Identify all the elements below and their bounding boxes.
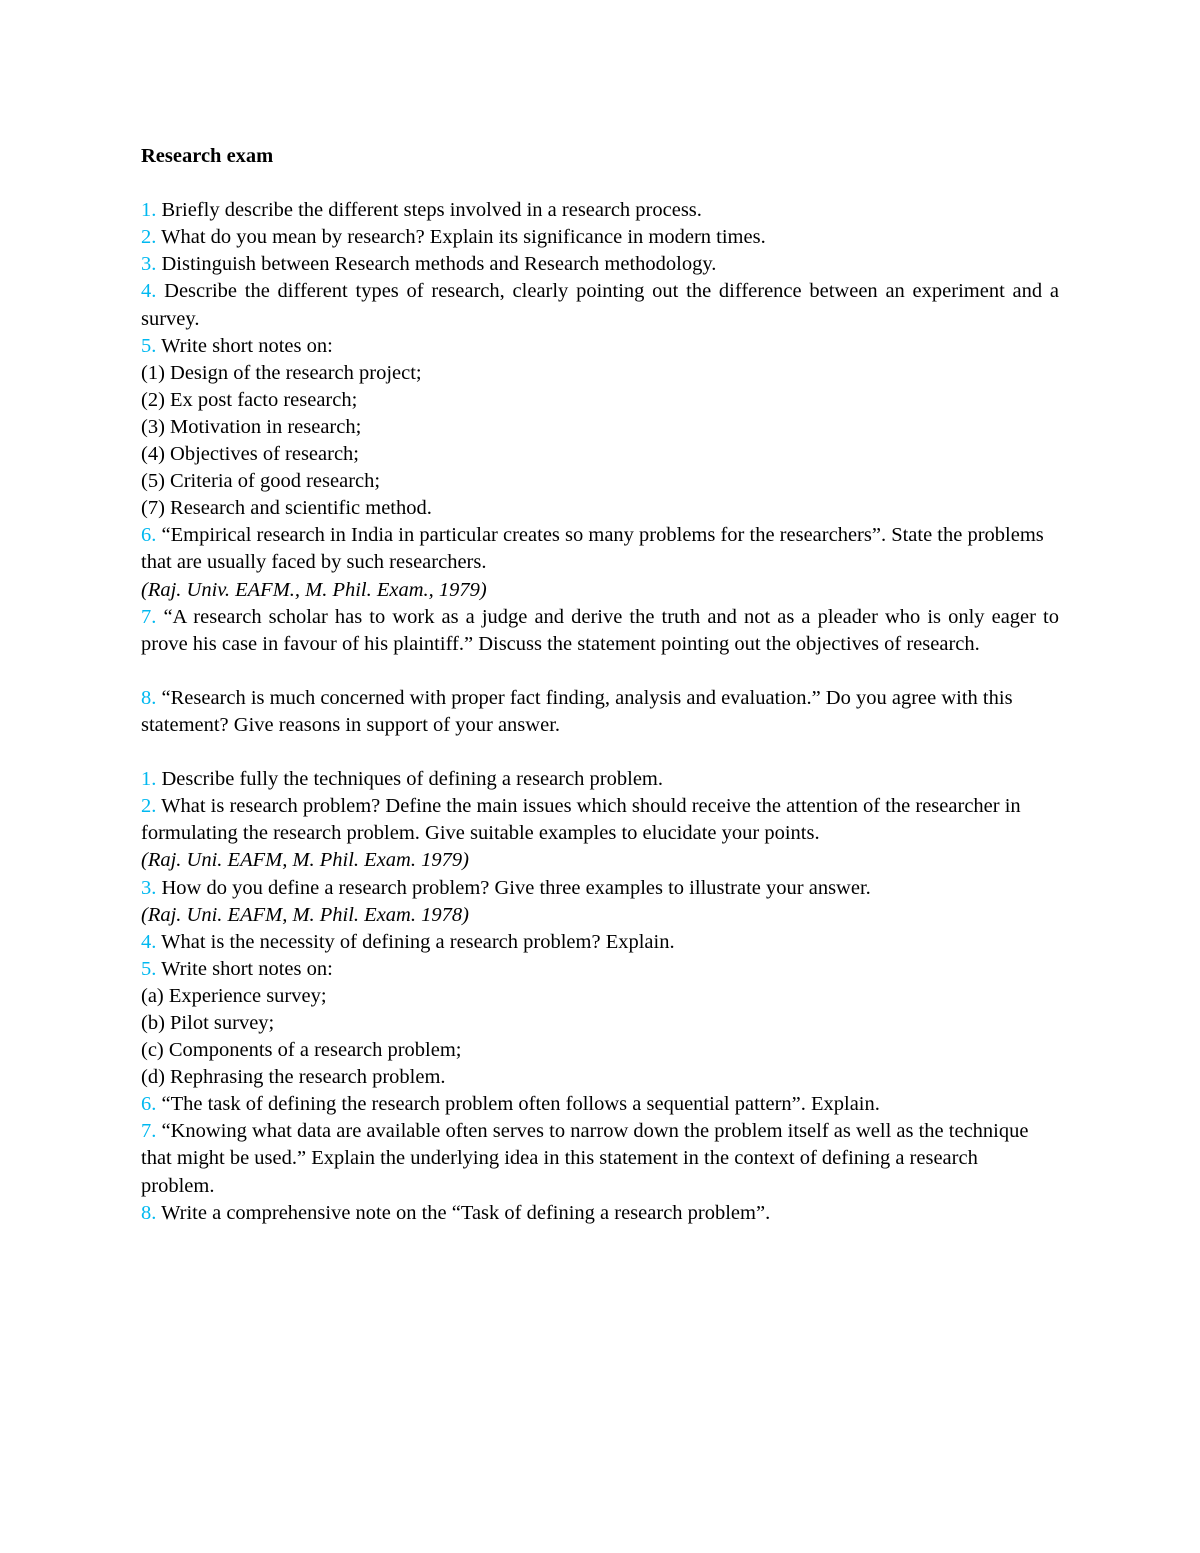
subitem: (3) Motivation in research; xyxy=(141,415,362,438)
question-number: 1. xyxy=(141,199,157,222)
subitem: (4) Objectives of research; xyxy=(141,443,359,466)
subitem: (b) Pilot survey; xyxy=(141,1012,275,1034)
question-number: 6. xyxy=(141,1093,157,1116)
subitem: (c) Components of a research problem; xyxy=(141,1039,462,1062)
question-number: 6. xyxy=(141,524,157,547)
question-text: How do you define a research problem? Give three examples to illustrate your answer. xyxy=(156,876,871,899)
question-text: Briefly describe the different steps involved in a research process. xyxy=(156,199,702,222)
subitem: (7) Research and scientific method. xyxy=(141,497,432,520)
question-7-continued: problem. xyxy=(141,1174,215,1197)
question-text: “Empirical research in India in particular creates so many problems for the researchers”. State the problems xyxy=(156,524,1044,547)
subitem: (2) Ex post facto research; xyxy=(141,388,358,411)
question-number: 2. xyxy=(141,795,157,818)
question-text: “Knowing what data are available often serves to narrow down the problem itself as well as the technique xyxy=(156,1120,1029,1143)
question-5 xyxy=(141,333,1059,360)
question-text: “The task of defining the research problem often follows a sequential pattern”. Explain. xyxy=(156,1093,880,1116)
question-text: What do you mean by research? Explain its significance in modern times. xyxy=(156,226,766,249)
subitem: (1) Design of the research project; xyxy=(141,361,422,384)
question-text: What is the necessity of defining a research problem? Explain. xyxy=(156,930,675,953)
question-number: 8. xyxy=(141,686,157,709)
question-1 xyxy=(141,197,1059,224)
subitem: (a) Experience survey; xyxy=(141,984,327,1007)
question-text: Describe the different types of research, clearly pointing out the difference between an experiment and a survey. xyxy=(141,280,1059,330)
question-2 xyxy=(141,224,1059,251)
question-text: “Research is much concerned with proper fact finding, analysis and evaluation.” Do you agree with this xyxy=(156,686,1013,709)
question-number: 1. xyxy=(141,768,157,791)
question-2 xyxy=(141,793,1059,820)
question-1 xyxy=(141,766,1059,793)
citation: (Raj. Univ. EAFM., M. Phil. Exam., 1979) xyxy=(141,578,487,601)
question-number: 5. xyxy=(141,957,157,980)
question-8 xyxy=(141,1200,1059,1227)
question-3 xyxy=(141,875,1059,902)
question-number: 7. xyxy=(141,605,157,628)
question-4 xyxy=(141,929,1059,956)
question-8-continued: statement? Give reasons in support of your answer. xyxy=(141,713,561,736)
question-number: 4. xyxy=(141,930,157,953)
question-4 xyxy=(141,278,1059,332)
citation: (Raj. Uni. EAFM, M. Phil. Exam. 1979) xyxy=(141,849,469,872)
question-8 xyxy=(141,685,1059,712)
question-7 xyxy=(141,604,1059,658)
question-7 xyxy=(141,1118,1059,1145)
question-text: Write a comprehensive note on the “Task of defining a research problem”. xyxy=(156,1201,771,1224)
question-6-continued: that are usually faced by such researchers. xyxy=(141,551,487,574)
question-text: Write short notes on: xyxy=(156,334,333,357)
question-number: 2. xyxy=(141,226,157,249)
exam-document xyxy=(141,143,1059,1227)
question-3 xyxy=(141,251,1059,278)
citation: (Raj. Uni. EAFM, M. Phil. Exam. 1978) xyxy=(141,903,469,926)
question-number: 7. xyxy=(141,1120,157,1143)
spacer xyxy=(141,170,1059,197)
subitem: (5) Criteria of good research; xyxy=(141,470,381,493)
spacer xyxy=(141,658,1059,685)
question-2-continued: formulating the research problem. Give suitable examples to elucidate your points. xyxy=(141,822,820,845)
question-6 xyxy=(141,1091,1059,1118)
question-text: Distinguish between Research methods and Research methodology. xyxy=(156,253,717,276)
question-number: 8. xyxy=(141,1201,157,1224)
question-number: 3. xyxy=(141,253,157,276)
spacer xyxy=(141,739,1059,766)
question-number: 5. xyxy=(141,334,157,357)
question-number: 3. xyxy=(141,876,157,899)
subitem: (d) Rephrasing the research problem. xyxy=(141,1066,446,1089)
question-6 xyxy=(141,522,1059,549)
question-text: What is research problem? Define the main issues which should receive the attention of the researcher in xyxy=(156,795,1021,818)
question-7-continued: that might be used.” Explain the underlying idea in this statement in the context of defining a research xyxy=(141,1147,978,1170)
page-title: Research exam xyxy=(141,145,274,167)
question-text: Describe fully the techniques of defining a research problem. xyxy=(156,768,663,791)
question-text: Write short notes on: xyxy=(156,957,333,980)
question-number: 4. xyxy=(141,280,157,303)
question-5 xyxy=(141,956,1059,983)
question-text: “A research scholar has to work as a judge and derive the truth and not as a pleader who is only eager to prove his case in favour of his plaintiff.” Discuss the statement pointing out the objectives of research. xyxy=(141,605,1059,655)
